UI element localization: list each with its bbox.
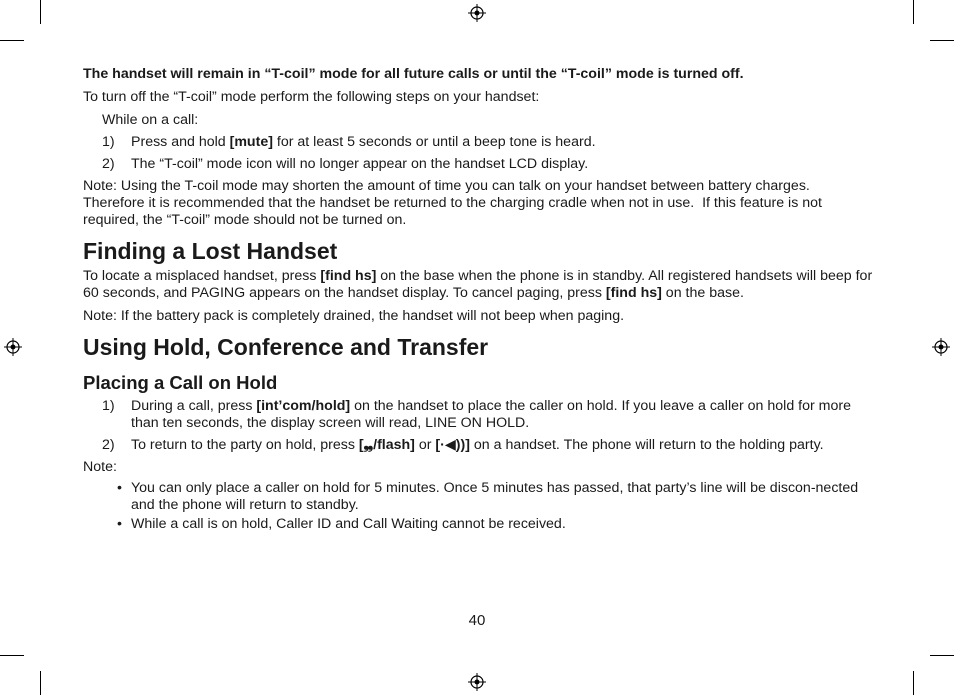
registration-mark-icon <box>468 4 486 22</box>
step-number: 1) <box>102 398 115 414</box>
step-text-part: Press and hold <box>131 134 230 150</box>
text-part: on the base. <box>661 285 744 301</box>
crop-mark-bottom-right-v <box>913 671 914 695</box>
tcoil-step <box>83 134 873 151</box>
text-part: on the handset to place the caller on hold. If you leave a caller on hold for more than ten seconds, the display screen will read, LINE ON HOLD. <box>131 398 851 431</box>
text-part: During a call, press <box>131 398 257 414</box>
step-text: The “T-coil” mode icon will no longer appear on the handset LCD display. <box>131 156 589 172</box>
tcoil-note: Note: Using the T-coil mode may shorten the amount of time you can talk on your handset between battery charges. Therefore it is recommended that the handset be returned to the charging cradle when not in use. If this feature is not required, the “T-coil” mode should not be turned on. <box>83 178 822 228</box>
text-part: To locate a misplaced handset, press <box>83 268 321 284</box>
finding-paragraph <box>83 268 873 302</box>
text-part: To return to the party on hold, press <box>131 437 359 453</box>
registration-mark-icon <box>468 673 486 691</box>
text-part: on the base when the phone is in standby. All registered handsets will beep for 60 seconds, and PAGING appears on the handset display. To cancel paging, press <box>83 268 873 301</box>
bullet-icon: • <box>117 480 122 496</box>
step-text-part: for at least 5 seconds or until a beep tone is heard. <box>272 134 596 150</box>
page-number: 40 <box>468 612 486 629</box>
crop-mark-bottom-right-h <box>930 655 954 656</box>
hold-subheading: Placing a Call on Hold <box>83 372 278 393</box>
hold-step <box>83 437 873 454</box>
registration-mark-icon <box>4 338 22 356</box>
hold-note-label: Note: <box>83 459 117 475</box>
find-hs-key: [find hs] <box>605 285 662 301</box>
step-number: 2) <box>102 437 115 453</box>
talk-flash-key-icon: [❠/flash] <box>358 437 415 453</box>
bullet-text: While a call is on hold, Caller ID and Call Waiting cannot be received. <box>131 516 566 532</box>
speaker-key-icon: [·◀))] <box>435 437 470 453</box>
step-number: 2) <box>102 156 115 172</box>
tcoil-intro: To turn off the “T-coil” mode perform the following steps on your handset: <box>83 89 540 105</box>
crop-mark-top-left-h <box>0 40 24 41</box>
step-text <box>131 437 873 454</box>
while-on-call: While on a call: <box>102 112 199 128</box>
step-number: 1) <box>102 134 115 150</box>
manual-page <box>83 66 873 535</box>
step-text <box>131 398 873 432</box>
finding-heading: Finding a Lost Handset <box>83 238 338 264</box>
mute-key: [mute] <box>229 134 273 150</box>
crop-mark-top-right-v <box>913 0 914 24</box>
tcoil-step <box>83 156 873 173</box>
step-text <box>131 134 873 151</box>
finding-note: Note: If the battery pack is completely drained, the handset will not beep when paging. <box>83 308 625 324</box>
text-part: or <box>414 437 436 453</box>
bullet-icon: • <box>117 516 122 532</box>
text-part: on a handset. The phone will return to the holding party. <box>469 437 824 453</box>
tcoil-bold-note: The handset will remain in “T-coil” mode for all future calls or until the “T-coil” mode is turned off. <box>83 66 744 82</box>
crop-mark-bottom-left-v <box>40 671 41 695</box>
crop-mark-top-right-h <box>930 40 954 41</box>
list-item <box>83 516 873 533</box>
crop-mark-top-left-v <box>40 0 41 24</box>
hold-step <box>83 398 873 432</box>
crop-mark-bottom-left-h <box>0 655 24 656</box>
list-item <box>83 480 873 514</box>
registration-mark-icon <box>932 338 950 356</box>
hold-heading: Using Hold, Conference and Transfer <box>83 334 489 360</box>
intercom-hold-key: [int’com/hold] <box>256 398 351 414</box>
find-hs-key: [find hs] <box>320 268 377 284</box>
bullet-text: You can only place a caller on hold for 5 minutes. Once 5 minutes has passed, that party’s line will be discon-nected and the phone will return to standby. <box>131 480 859 513</box>
